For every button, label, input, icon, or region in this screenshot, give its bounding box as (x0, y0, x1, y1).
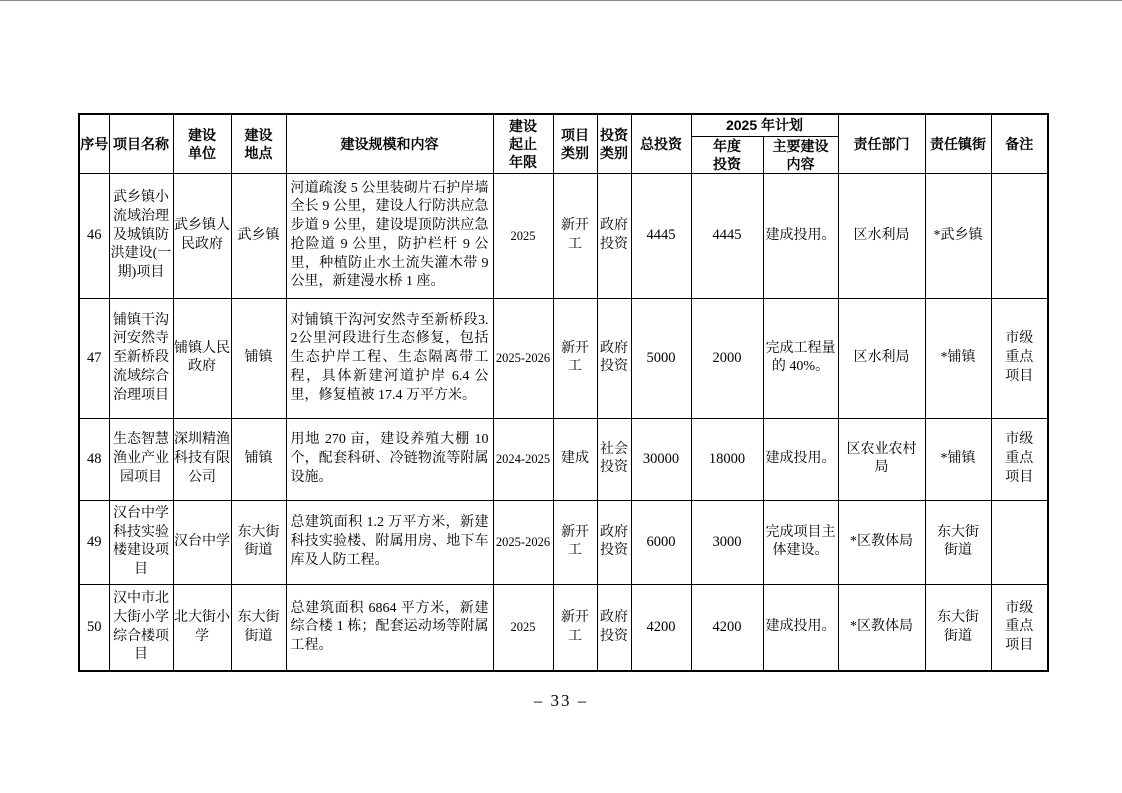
cell-build-location: 武乡镇 (231, 173, 286, 298)
cell-seq: 50 (79, 584, 109, 671)
cell-years: 2025-2026 (493, 500, 553, 584)
cell-town: *铺镇 (925, 418, 991, 500)
cell-annual-invest: 18000 (691, 418, 763, 500)
col-header-plan-2025: 2025 年计划 (691, 114, 838, 136)
cell-build-unit: 深圳精渔科技有限公司 (173, 418, 231, 500)
col-header-project-category: 项目类别 (553, 114, 597, 173)
cell-department: 区水利局 (838, 298, 925, 418)
cell-project-category: 新开工 (553, 500, 597, 584)
cell-total-invest: 30000 (631, 418, 691, 500)
cell-remark (991, 500, 1048, 584)
cell-build-location: 东大街街道 (231, 500, 286, 584)
page-number: – 33 – (533, 691, 589, 710)
cell-project-category: 新开工 (553, 584, 597, 671)
table-row (79, 298, 1048, 418)
cell-project-name: 武乡镇小流域治理及城镇防洪建设(一期)项目 (109, 173, 173, 298)
project-plan-table (78, 113, 1049, 672)
cell-years: 2025-2026 (493, 298, 553, 418)
cell-project-category: 建成 (553, 418, 597, 500)
cell-seq: 48 (79, 418, 109, 500)
cell-annual-invest: 4445 (691, 173, 763, 298)
col-header-build-location: 建设地点 (231, 114, 286, 173)
cell-seq: 47 (79, 298, 109, 418)
cell-remark: 市级重点项目 (991, 298, 1048, 418)
cell-total-invest: 6000 (631, 500, 691, 584)
col-header-build-unit: 建设单位 (173, 114, 231, 173)
col-header-annual-invest: 年度投资 (691, 136, 763, 173)
cell-scale-content: 总建筑面积 1.2 万平方米，新建科技实验楼、附属用房、地下车库及人防工程。 (286, 500, 493, 584)
cell-total-invest: 5000 (631, 298, 691, 418)
table-row (79, 500, 1048, 584)
cell-main-content: 建成投用。 (763, 173, 838, 298)
header-row-top (79, 114, 1048, 136)
table-row (79, 418, 1048, 500)
cell-town: 东大街街道 (925, 584, 991, 671)
cell-annual-invest: 4200 (691, 584, 763, 671)
cell-project-name: 汉台中学科技实验楼建设项目 (109, 500, 173, 584)
col-header-seq: 序号 (79, 114, 109, 173)
cell-department: *区教体局 (838, 584, 925, 671)
cell-seq: 49 (79, 500, 109, 584)
table-row (79, 173, 1048, 298)
cell-department: *区教体局 (838, 500, 925, 584)
cell-seq: 46 (79, 173, 109, 298)
cell-project-category: 新开工 (553, 298, 597, 418)
cell-scale-content: 总建筑面积 6864 平方米，新建综合楼 1 栋；配套运动场等附属工程。 (286, 584, 493, 671)
table-row (79, 584, 1048, 671)
col-header-invest-category: 投资类别 (597, 114, 631, 173)
cell-build-unit: 铺镇人民政府 (173, 298, 231, 418)
cell-build-unit: 武乡镇人民政府 (173, 173, 231, 298)
cell-build-unit: 汉台中学 (173, 500, 231, 584)
cell-annual-invest: 2000 (691, 298, 763, 418)
cell-project-name: 生态智慧渔业产业园项目 (109, 418, 173, 500)
cell-project-name: 汉中市北大街小学综合楼项目 (109, 584, 173, 671)
cell-years: 2025 (493, 584, 553, 671)
cell-project-category: 新开工 (553, 173, 597, 298)
col-header-project-name: 项目名称 (109, 114, 173, 173)
cell-total-invest: 4445 (631, 173, 691, 298)
cell-build-location: 东大街街道 (231, 584, 286, 671)
cell-scale-content: 对铺镇干沟河安然寺至新桥段3.2公里河段进行生态修复，包括生态护岸工程、生态隔离带工程，具体新建河道护岸 6.4 公里，修复植被 17.4 万平方米。 (286, 298, 493, 418)
cell-scale-content: 河道疏浚 5 公里装砌片石护岸墙全长 9 公里，建设人行防洪应急步道 9 公里，建设堤顶防洪应急抢险道 9 公里，防护栏杆 9 公里，种植防止水土流失灌木带 9 公里，新建漫水桥 1 座。 (286, 173, 493, 298)
cell-main-content: 完成项目主体建设。 (763, 500, 838, 584)
cell-build-location: 铺镇 (231, 418, 286, 500)
cell-town: *铺镇 (925, 298, 991, 418)
cell-years: 2024-2025 (493, 418, 553, 500)
cell-build-location: 铺镇 (231, 298, 286, 418)
col-header-town: 责任镇街 (925, 114, 991, 173)
cell-remark: 市级重点项目 (991, 418, 1048, 500)
cell-remark: 市级重点项目 (991, 584, 1048, 671)
cell-project-name: 铺镇干沟河安然寺至新桥段流域综合治理项目 (109, 298, 173, 418)
col-header-scale-content: 建设规模和内容 (286, 114, 493, 173)
cell-main-content: 完成工程量的 40%。 (763, 298, 838, 418)
cell-annual-invest: 3000 (691, 500, 763, 584)
cell-invest-category: 社会投资 (597, 418, 631, 500)
cell-build-unit: 北大街小学 (173, 584, 231, 671)
col-header-remark: 备注 (991, 114, 1048, 173)
col-header-main-content: 主要建设内容 (763, 136, 838, 173)
cell-invest-category: 政府投资 (597, 173, 631, 298)
cell-invest-category: 政府投资 (597, 298, 631, 418)
window-top-edge (0, 0, 1122, 1)
cell-main-content: 建成投用。 (763, 584, 838, 671)
cell-scale-content: 用地 270 亩，建设养殖大棚 10 个，配套科研、冷链物流等附属设施。 (286, 418, 493, 500)
col-header-department: 责任部门 (838, 114, 925, 173)
col-header-years: 建设起止年限 (493, 114, 553, 173)
cell-years: 2025 (493, 173, 553, 298)
cell-invest-category: 政府投资 (597, 584, 631, 671)
cell-town: 东大街街道 (925, 500, 991, 584)
cell-town: *武乡镇 (925, 173, 991, 298)
col-header-total-invest: 总投资 (631, 114, 691, 173)
cell-main-content: 建成投用。 (763, 418, 838, 500)
cell-remark (991, 173, 1048, 298)
cell-invest-category: 政府投资 (597, 500, 631, 584)
cell-department: 区农业农村局 (838, 418, 925, 500)
cell-department: 区水利局 (838, 173, 925, 298)
cell-total-invest: 4200 (631, 584, 691, 671)
